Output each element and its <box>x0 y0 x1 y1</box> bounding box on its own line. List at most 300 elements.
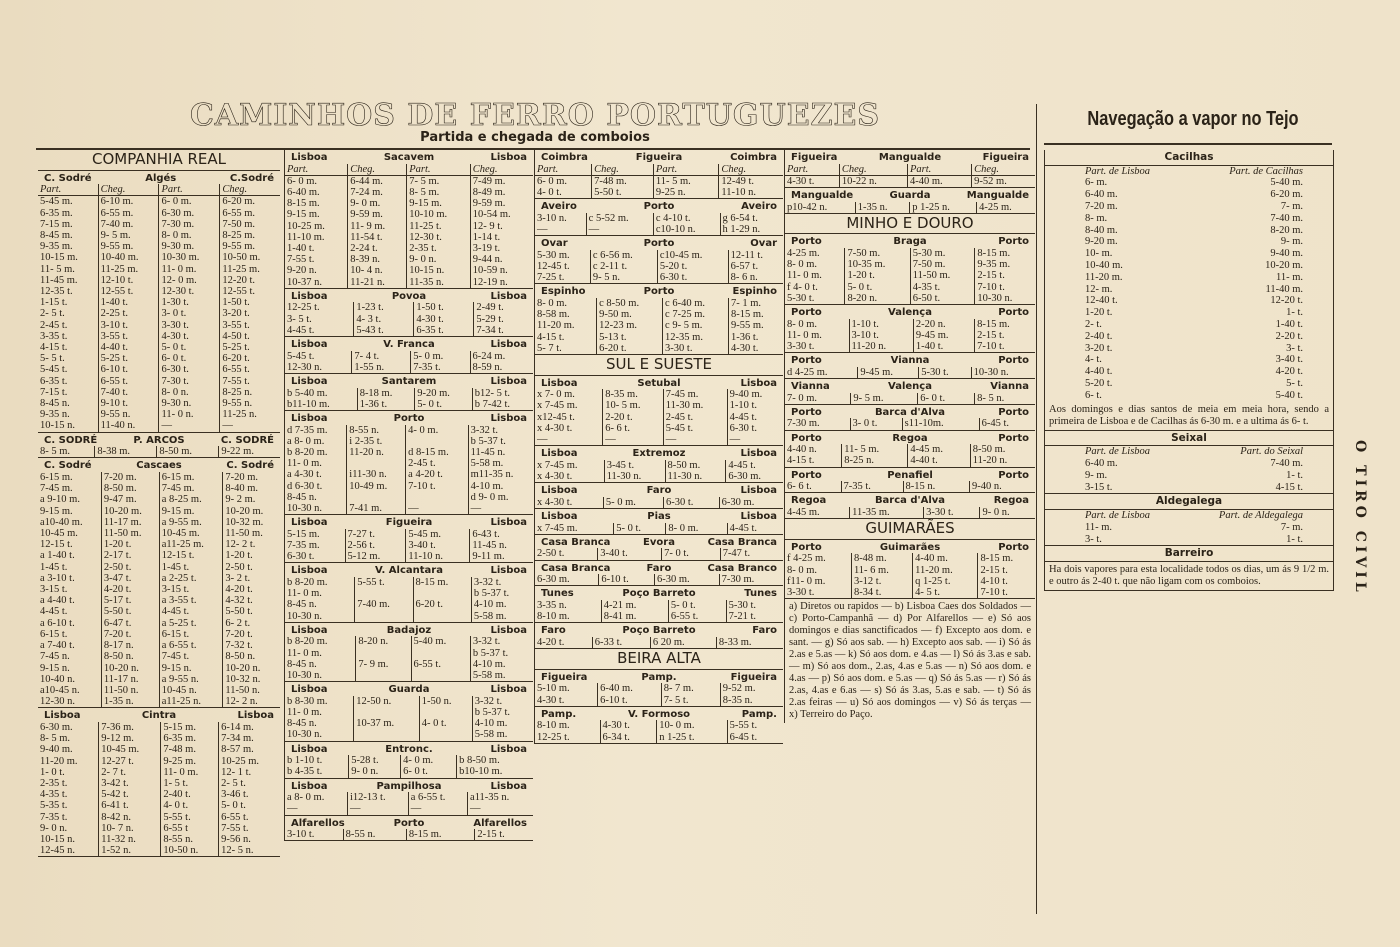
time-cell: 11-20 m. <box>40 755 78 767</box>
nav-row <box>1045 378 1333 390</box>
route-header <box>38 708 280 722</box>
time-cell: 11-17 m. <box>101 517 159 528</box>
timetable-block <box>285 623 533 682</box>
table-row <box>38 640 280 651</box>
route-header <box>785 234 1035 248</box>
nav-time: 6- t. <box>1085 389 1102 401</box>
column-lisboa-lines <box>284 150 533 841</box>
time-cell: 8-40 m. <box>223 483 280 494</box>
time-cell <box>411 670 470 681</box>
time-cell: d 6-30 t. <box>287 480 323 492</box>
station-name: Porto <box>791 236 822 248</box>
timetable <box>285 829 533 840</box>
timetable <box>38 472 280 707</box>
time-cell: a 7-40 t. <box>40 640 75 652</box>
time-cell: 1-50 t. <box>220 297 280 308</box>
nav-time: 3- t. <box>1286 342 1303 354</box>
nav-row <box>1045 390 1333 402</box>
time-cell: 10-30 n. <box>287 610 322 622</box>
station-name: Pampilhosa <box>376 780 442 792</box>
table-row <box>285 636 533 647</box>
time-cell: 11-20 m. <box>537 320 575 332</box>
time-cell: 6- 0 m. <box>159 196 220 208</box>
route-header <box>285 742 533 756</box>
time-cell: 11-50 n. <box>223 685 280 696</box>
time-cell: i11-30 n. <box>347 469 406 480</box>
time-cell: 5-13 t. <box>597 332 663 343</box>
time-cell: 8-18 m. <box>357 388 415 399</box>
table-row <box>535 343 783 354</box>
time-cell: 9-15 m. <box>287 209 320 221</box>
time-cell: 6- 6 t. <box>787 481 812 493</box>
time-cell: 2- 7 t. <box>99 767 161 778</box>
time-cell: 8-20 n. <box>356 636 411 647</box>
time-cell: 5- 7 t. <box>537 342 562 354</box>
station-name: C. SODRÉ <box>220 434 274 446</box>
station-name: Ovar <box>541 238 568 250</box>
time-cell: 9-25 m. <box>161 756 219 767</box>
time-cell: 9-40 m. <box>40 744 73 756</box>
route-header <box>285 289 533 303</box>
time-cell: 1-20 t. <box>223 550 280 561</box>
time-cell: 8-58 m. <box>537 309 570 321</box>
table-row <box>535 389 783 400</box>
time-cell: a 4-30 t. <box>287 469 322 481</box>
route-header <box>535 623 783 637</box>
time-cell: 10-45 m. <box>99 744 161 755</box>
table-row <box>285 540 533 551</box>
time-cell: 9-30 n. <box>159 398 220 409</box>
time-cell: 6-30 t. <box>159 364 220 375</box>
nav-row <box>1045 177 1333 189</box>
time-cell: 5-29 t. <box>474 314 533 325</box>
time-cell: 4-40 m. <box>913 553 978 564</box>
nav-time: 4-20 t. <box>1275 366 1303 378</box>
time-cell: 7-30 m. <box>787 418 820 430</box>
time-cell: 6-33 t. <box>592 637 650 648</box>
time-cell: x 7-45 m. <box>537 522 578 534</box>
timetable <box>38 184 280 431</box>
time-cell: 10-32 m. <box>223 517 280 528</box>
time-cell: 1-10 t. <box>727 400 783 411</box>
station-name: C. Sodré <box>226 460 274 472</box>
time-cell: 8-57 m. <box>219 744 280 755</box>
timetable <box>285 164 533 288</box>
time-cell: a 6-55 t. <box>159 640 223 651</box>
time-cell: 12- 2 n. <box>223 696 280 707</box>
table-row <box>38 674 280 685</box>
station-name: Valença <box>888 307 932 318</box>
nav-section-cacilhas <box>1045 150 1333 431</box>
station-name: C. Sodré <box>44 172 92 184</box>
time-cell: 3-10 t. <box>98 320 159 331</box>
time-cell: 3-35 n. <box>537 600 567 611</box>
nav-time: 5-40 t. <box>1275 389 1303 401</box>
timetable-block <box>535 535 783 561</box>
time-cell: 9-15 m. <box>40 505 73 517</box>
nav-row <box>1045 225 1333 237</box>
time-cell: 2-45 t. <box>663 412 727 423</box>
station-name: Sacavem <box>383 152 435 163</box>
timetable-block <box>285 337 533 374</box>
timetable <box>785 553 1035 598</box>
time-cell: 3-35 t. <box>40 330 68 342</box>
time-cell: 8-35 m. <box>603 389 664 400</box>
nav-row <box>1045 482 1333 494</box>
time-cell: 9-55 n. <box>220 398 280 409</box>
time-cell: 7-45 n. <box>40 651 70 663</box>
table-row <box>285 314 533 325</box>
table-row <box>785 553 1035 564</box>
time-cell: 4-25 m. <box>787 247 820 259</box>
time-cell: 9- 0 n. <box>407 254 470 265</box>
table-row <box>38 483 280 494</box>
time-cell: 5-12 m. <box>345 551 406 562</box>
time-cell: 10-54 m. <box>470 209 533 220</box>
table-row <box>38 364 280 375</box>
timetable <box>535 164 783 199</box>
time-cell: 3-19 t. <box>470 243 533 254</box>
time-cell: 7-15 t. <box>40 386 68 398</box>
time-cell: 6-50 t. <box>910 293 975 304</box>
table-row <box>535 261 783 272</box>
table-row <box>38 595 280 606</box>
route-header <box>285 337 533 351</box>
time-cell: 6-44 m. <box>348 175 407 187</box>
time-cell: 4-35 t. <box>40 789 68 801</box>
nav-time: 7- m. <box>1280 521 1303 533</box>
time-cell: — <box>468 803 533 814</box>
time-cell: 2-20 t. <box>603 412 664 423</box>
route-header <box>785 305 1035 319</box>
time-cell: 5-30 t. <box>919 367 971 378</box>
time-cell: 2-45 t. <box>40 319 68 331</box>
timetable <box>785 319 1035 353</box>
time-cell: a 9-55 n. <box>159 674 223 685</box>
timetable <box>535 720 783 742</box>
timetable <box>285 577 533 622</box>
time-cell: 12-25 t. <box>537 731 570 743</box>
time-cell: 9-55 m. <box>98 241 159 252</box>
station-name: Figueira <box>385 517 433 529</box>
timetable <box>285 636 533 681</box>
nav-time: 4-40 t. <box>1085 366 1113 378</box>
time-cell: 8-50 m. <box>970 444 1035 455</box>
time-cell: 2-15 t. <box>978 565 1035 576</box>
time-cell: 5-30 m. <box>910 248 975 259</box>
time-cell: 9- 0 n. <box>980 507 1035 518</box>
time-cell: s11-10m. <box>902 418 979 429</box>
table-row <box>535 224 783 235</box>
time-cell: 4-10 m. <box>472 718 533 729</box>
time-cell: 1-15 t. <box>40 297 68 309</box>
timetable <box>785 481 1035 492</box>
nav-time: 6-20 m. <box>1270 189 1303 201</box>
timetable-block <box>785 234 1035 305</box>
time-cell: 5-25 t. <box>220 342 280 353</box>
time-cell: 10-15 m. <box>40 252 78 264</box>
time-cell: d 9- 0 m. <box>468 492 533 503</box>
table-row <box>535 250 783 261</box>
time-cell: 5-15 m. <box>161 722 219 733</box>
column-minho-douro <box>784 150 1035 723</box>
time-cell: b 8-20 m. <box>287 636 328 648</box>
station-name: Casa Branca <box>707 536 777 548</box>
station-name: Coimbra <box>730 152 777 163</box>
time-cell: 5-40 m. <box>411 636 470 647</box>
time-cell: 6-30 m. <box>654 574 719 585</box>
route-header <box>535 670 783 684</box>
time-cell: 4- 0 t. <box>537 187 562 198</box>
time-cell: 12-30 t. <box>407 232 470 243</box>
station-name: Lisboa <box>490 152 527 163</box>
time-cell: 1-23 t. <box>354 302 414 313</box>
timetable <box>285 388 533 410</box>
time-cell: 1-40 t. <box>98 297 159 308</box>
time-cell: 4-45 t. <box>159 606 223 617</box>
time-cell: 3-30 t. <box>924 507 980 518</box>
time-cell: a 4-20 t. <box>406 469 468 480</box>
station-name: Lisboa <box>490 565 527 577</box>
time-cell: 9-12 m. <box>99 733 161 744</box>
time-cell: 10-10 m. <box>407 209 470 220</box>
time-cell: 9-22 m. <box>219 446 280 457</box>
time-cell: 2-24 t. <box>348 243 407 254</box>
time-cell: c 2-11 t. <box>590 261 657 272</box>
station-name: Porto <box>998 541 1029 553</box>
time-cell: 6-35 m. <box>40 207 73 219</box>
nav-row <box>1045 260 1333 272</box>
time-cell: — <box>159 420 220 431</box>
time-cell: — <box>406 503 468 514</box>
timetable <box>535 213 783 235</box>
time-cell: 12-35 t. <box>40 286 73 298</box>
time-cell: 6-30 m. <box>537 574 570 586</box>
route-header <box>535 586 783 600</box>
timetable <box>535 250 783 284</box>
timetable-block <box>535 483 783 509</box>
time-cell: 3- 0 t. <box>850 418 902 429</box>
time-cell: 5-30 t. <box>726 600 783 611</box>
time-cell: 5-30 t. <box>787 292 815 304</box>
nav-column-label: Part. do Seixal <box>1240 446 1303 458</box>
time-cell: 8- 5 m. <box>407 187 470 198</box>
time-cell: 7-55 t. <box>220 376 280 387</box>
route-header <box>285 623 533 637</box>
time-cell: 6-15 t. <box>159 629 223 640</box>
time-cell: 3-10 t. <box>849 330 913 341</box>
time-cell: 11-10 n. <box>406 551 470 562</box>
time-cell <box>356 670 411 681</box>
time-cell: 11- 0 m. <box>287 458 322 470</box>
table-row <box>785 367 1035 378</box>
nav-row <box>1045 470 1333 482</box>
time-cell: b 5-37 t. <box>472 707 533 718</box>
time-cell <box>413 588 471 599</box>
time-cell <box>355 588 413 599</box>
timetable-block <box>38 433 280 459</box>
time-cell: 1-10 t. <box>849 319 913 330</box>
time-cell: 2-17 t. <box>101 550 159 561</box>
time-cell: 5- 0 t. <box>159 342 220 353</box>
time-cell: 5- 0 m. <box>603 497 663 508</box>
nav-time: 12- m. <box>1085 283 1113 295</box>
table-row <box>38 286 280 297</box>
time-cell: 9-40 m. <box>727 389 783 400</box>
time-cell: 6-55 t. <box>668 611 726 622</box>
time-cell: 11-20 n. <box>849 341 913 352</box>
timetable-block <box>785 431 1035 468</box>
time-cell: 7-10 t. <box>406 481 468 492</box>
nav-time: 6- m. <box>1085 177 1108 189</box>
table-row <box>285 351 533 362</box>
time-cell: 6-34 t. <box>600 732 657 743</box>
nav-time: 9- m. <box>1280 236 1303 248</box>
time-cell: b 8-20 m. <box>287 577 328 589</box>
time-cell: 5-10 m. <box>537 683 570 695</box>
time-cell <box>347 458 406 469</box>
time-cell: 7-36 m. <box>99 722 161 733</box>
time-cell: 4-30 t. <box>537 694 565 706</box>
timetable <box>285 351 533 373</box>
time-cell: 12-49 t. <box>719 175 783 187</box>
time-cell: 8-42 n. <box>99 812 161 823</box>
nav-column-labels <box>1045 166 1333 178</box>
time-cell: x 7- 0 m. <box>537 389 575 401</box>
time-cell: 3-30 t. <box>663 343 729 354</box>
station-name: Lisboa <box>490 376 527 388</box>
time-cell: 11-25 m. <box>98 264 159 275</box>
time-cell: 6- 2 t. <box>223 618 280 629</box>
time-cell <box>419 707 472 718</box>
time-cell: 8- 0 m. <box>666 523 727 534</box>
time-cell: 8-48 m. <box>851 553 912 564</box>
time-cell <box>356 648 411 659</box>
time-cell: 4-10 t. <box>978 576 1035 587</box>
time-cell: 5-55 t. <box>355 577 413 588</box>
time-cell: 7-15 m. <box>40 218 73 230</box>
station-name: Guimarães <box>879 541 941 553</box>
station-name: V. Franca <box>383 339 435 351</box>
time-cell: 10- 0 m. <box>657 720 727 731</box>
column-label: Part. <box>285 164 348 176</box>
time-cell: 4-45 t. <box>287 324 315 336</box>
timetable <box>535 637 783 648</box>
station-name: Lisboa <box>740 485 777 497</box>
route-header <box>535 236 783 250</box>
station-name: Porto <box>791 406 822 418</box>
table-row <box>785 576 1035 587</box>
time-cell: 10-45 m. <box>159 528 223 539</box>
station-name: P. ARCOS <box>133 434 185 446</box>
time-cell: 12-50 n. <box>354 696 419 707</box>
time-cell: 5-28 t. <box>349 755 401 766</box>
time-cell: 7-35 t. <box>411 362 470 373</box>
time-cell: 3-15 t. <box>40 584 68 596</box>
table-row <box>785 175 1035 187</box>
time-cell: 9- 5 n. <box>590 272 657 283</box>
timetable-block <box>38 458 280 708</box>
time-cell: 5- 5 t. <box>40 353 65 365</box>
nav-time: 11-40 m. <box>1265 283 1303 295</box>
table-row <box>535 611 783 622</box>
time-cell: 12-25 t. <box>287 302 320 314</box>
time-cell: a11-25 m. <box>159 539 223 550</box>
time-cell: 7-47 t. <box>720 548 783 559</box>
time-cell: 2-15 t. <box>975 330 1035 341</box>
time-cell: 11-30 n. <box>604 471 665 482</box>
time-cell: 12-45 n. <box>40 845 75 857</box>
time-cell: 8-45 m. <box>40 230 73 241</box>
station-name: Espinho <box>732 286 777 298</box>
time-cell: 6-15 m. <box>40 472 73 484</box>
timetable-block <box>785 188 1035 214</box>
time-cell: 1-20 t. <box>845 270 910 281</box>
time-cell: x 7-45 m. <box>537 459 578 471</box>
timetable-block <box>785 305 1035 353</box>
time-cell: x 4-30 t. <box>537 496 573 508</box>
time-cell: 10-30 m. <box>159 252 220 263</box>
nav-row <box>1045 189 1333 201</box>
time-cell: — <box>586 224 653 235</box>
time-cell: 9-50 m. <box>597 309 663 320</box>
nav-time: 5- t. <box>1286 377 1303 389</box>
time-cell: 3-55 t. <box>220 320 280 331</box>
table-row <box>38 196 280 208</box>
time-cell: 8-15 m. <box>406 829 475 840</box>
station-name: Lisboa <box>490 290 527 302</box>
time-cell: 11-10 n. <box>719 187 783 198</box>
station-name: Guarda <box>388 684 430 696</box>
nav-time: 6-40 m. <box>1085 189 1118 201</box>
time-cell: 12- 0 m. <box>159 275 220 286</box>
station-name: Lisboa <box>291 376 328 388</box>
time-cell: 8-55 n. <box>343 829 406 840</box>
nav-section-seixal <box>1045 431 1333 495</box>
time-cell: 3-20 t. <box>220 308 280 319</box>
time-cell: 11- 0 m. <box>159 264 220 275</box>
timetable <box>785 164 1035 187</box>
timetable-block <box>785 405 1035 431</box>
table-row <box>38 618 280 629</box>
station-name: Guarda <box>889 190 931 201</box>
time-cell: c 8-50 m. <box>597 298 663 309</box>
time-cell: 6-30 m. <box>719 497 783 508</box>
nav-row <box>1045 534 1333 546</box>
station-name: Porto <box>791 307 822 318</box>
nav-row <box>1045 354 1333 366</box>
table-row <box>38 834 280 845</box>
time-cell <box>347 492 406 503</box>
table-row <box>535 423 783 434</box>
time-cell: 3-32 t. <box>472 696 533 707</box>
nav-time: 1-20 t. <box>1085 307 1113 319</box>
nav-time: 3-20 t. <box>1085 342 1113 354</box>
time-cell: 5-45 m. <box>406 529 470 540</box>
table-row <box>535 332 783 343</box>
time-cell: 1-36 t. <box>728 332 783 343</box>
table-row <box>38 398 280 409</box>
time-cell: 12-30 n. <box>287 361 322 373</box>
nav-row <box>1045 307 1333 319</box>
time-cell: 2- 5 t. <box>40 308 65 320</box>
time-cell: 9-15 n. <box>40 662 70 674</box>
table-row <box>285 803 533 814</box>
table-row <box>285 611 533 622</box>
time-cell: 5-55 t. <box>727 720 783 731</box>
time-cell: 6 20 m. <box>650 637 716 648</box>
station-name: Coimbra <box>541 152 588 163</box>
